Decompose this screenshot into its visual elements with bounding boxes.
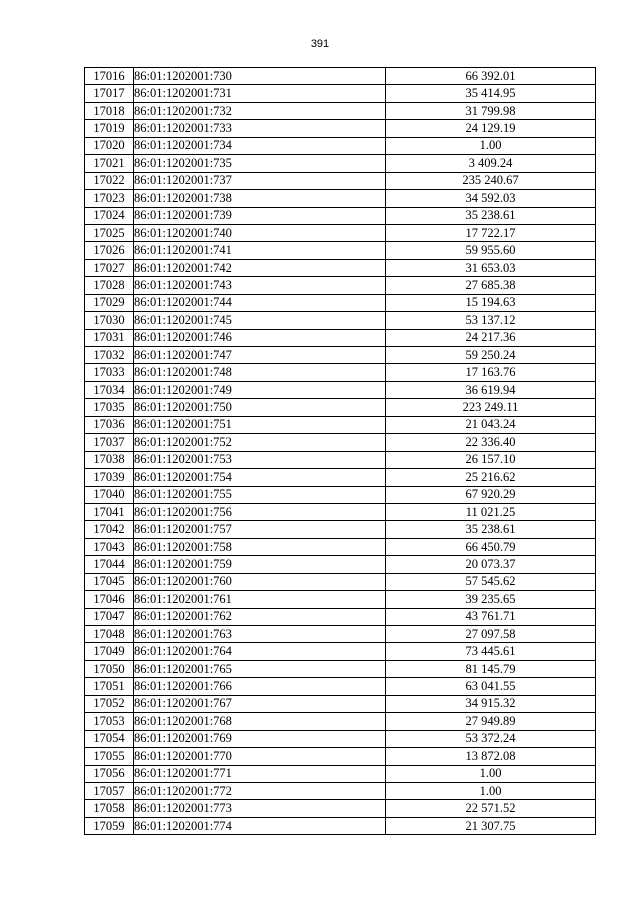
row-number-cell: 17046 xyxy=(85,591,134,608)
row-number-cell: 17039 xyxy=(85,469,134,486)
table-row xyxy=(85,347,596,364)
table-row xyxy=(85,521,596,538)
table-row xyxy=(85,329,596,346)
row-number-cell: 17018 xyxy=(85,102,134,119)
table-row xyxy=(85,381,596,398)
cadastral-number-cell: 86:01:1202001:766 xyxy=(134,678,386,695)
value-cell: 26 157.10 xyxy=(386,451,596,468)
value-cell: 21 307.75 xyxy=(386,817,596,834)
table-row xyxy=(85,242,596,259)
cadastral-number-cell: 86:01:1202001:734 xyxy=(134,137,386,154)
value-cell: 66 392.01 xyxy=(386,68,596,85)
row-number-cell: 17054 xyxy=(85,730,134,747)
value-cell: 43 761.71 xyxy=(386,608,596,625)
table-row xyxy=(85,120,596,137)
row-number-cell: 17037 xyxy=(85,434,134,451)
page-number: 391 xyxy=(310,38,330,50)
value-cell: 66 450.79 xyxy=(386,538,596,555)
value-cell: 34 592.03 xyxy=(386,190,596,207)
row-number-cell: 17029 xyxy=(85,294,134,311)
table-row xyxy=(85,172,596,189)
cadastral-number-cell: 86:01:1202001:769 xyxy=(134,730,386,747)
row-number-cell: 17034 xyxy=(85,381,134,398)
table-row xyxy=(85,678,596,695)
cadastral-number-cell: 86:01:1202001:767 xyxy=(134,695,386,712)
cadastral-number-cell: 86:01:1202001:747 xyxy=(134,347,386,364)
table-row xyxy=(85,137,596,154)
value-cell: 36 619.94 xyxy=(386,381,596,398)
table-row xyxy=(85,556,596,573)
table-row xyxy=(85,190,596,207)
value-cell: 11 021.25 xyxy=(386,503,596,520)
row-number-cell: 17026 xyxy=(85,242,134,259)
row-number-cell: 17021 xyxy=(85,155,134,172)
cadastral-number-cell: 86:01:1202001:739 xyxy=(134,207,386,224)
table-row xyxy=(85,608,596,625)
row-number-cell: 17028 xyxy=(85,277,134,294)
cadastral-number-cell: 86:01:1202001:765 xyxy=(134,660,386,677)
value-cell: 53 372.24 xyxy=(386,730,596,747)
value-cell: 27 949.89 xyxy=(386,713,596,730)
row-number-cell: 17053 xyxy=(85,713,134,730)
value-cell: 15 194.63 xyxy=(386,294,596,311)
value-cell: 35 414.95 xyxy=(386,85,596,102)
cadastral-number-cell: 86:01:1202001:771 xyxy=(134,765,386,782)
row-number-cell: 17032 xyxy=(85,347,134,364)
value-cell: 22 571.52 xyxy=(386,800,596,817)
table-row xyxy=(85,643,596,660)
cadastral-number-cell: 86:01:1202001:756 xyxy=(134,503,386,520)
cadastral-number-cell: 86:01:1202001:768 xyxy=(134,713,386,730)
row-number-cell: 17033 xyxy=(85,364,134,381)
cadastral-number-cell: 86:01:1202001:759 xyxy=(134,556,386,573)
cadastral-number-cell: 86:01:1202001:757 xyxy=(134,521,386,538)
value-cell: 39 235.65 xyxy=(386,591,596,608)
cadastral-number-cell: 86:01:1202001:761 xyxy=(134,591,386,608)
row-number-cell: 17016 xyxy=(85,68,134,85)
cadastral-number-cell: 86:01:1202001:749 xyxy=(134,381,386,398)
table-row xyxy=(85,765,596,782)
row-number-cell: 17050 xyxy=(85,660,134,677)
cadastral-number-cell: 86:01:1202001:770 xyxy=(134,748,386,765)
cadastral-number-cell: 86:01:1202001:738 xyxy=(134,190,386,207)
cadastral-number-cell: 86:01:1202001:745 xyxy=(134,312,386,329)
value-cell: 17 722.17 xyxy=(386,224,596,241)
row-number-cell: 17031 xyxy=(85,329,134,346)
cadastral-number-cell: 86:01:1202001:741 xyxy=(134,242,386,259)
row-number-cell: 17040 xyxy=(85,486,134,503)
table-row xyxy=(85,207,596,224)
value-cell: 57 545.62 xyxy=(386,573,596,590)
value-cell: 24 217.36 xyxy=(386,329,596,346)
table-row xyxy=(85,800,596,817)
table-row xyxy=(85,573,596,590)
row-number-cell: 17019 xyxy=(85,120,134,137)
cadastral-number-cell: 86:01:1202001:762 xyxy=(134,608,386,625)
value-cell: 73 445.61 xyxy=(386,643,596,660)
cadastral-number-cell: 86:01:1202001:755 xyxy=(134,486,386,503)
value-cell: 63 041.55 xyxy=(386,678,596,695)
cadastral-number-cell: 86:01:1202001:737 xyxy=(134,172,386,189)
table-row xyxy=(85,277,596,294)
value-cell: 13 872.08 xyxy=(386,748,596,765)
cadastral-number-cell: 86:01:1202001:750 xyxy=(134,399,386,416)
table-row xyxy=(85,364,596,381)
cadastral-number-cell: 86:01:1202001:732 xyxy=(134,102,386,119)
value-cell: 59 955.60 xyxy=(386,242,596,259)
cadastral-number-cell: 86:01:1202001:758 xyxy=(134,538,386,555)
table-row xyxy=(85,312,596,329)
value-cell: 25 216.62 xyxy=(386,469,596,486)
row-number-cell: 17036 xyxy=(85,416,134,433)
table-row xyxy=(85,399,596,416)
row-number-cell: 17057 xyxy=(85,782,134,799)
row-number-cell: 17043 xyxy=(85,538,134,555)
table-row xyxy=(85,68,596,85)
value-cell: 81 145.79 xyxy=(386,660,596,677)
table-row xyxy=(85,451,596,468)
cadastral-number-cell: 86:01:1202001:764 xyxy=(134,643,386,660)
value-cell: 31 799.98 xyxy=(386,102,596,119)
table-row xyxy=(85,695,596,712)
value-cell: 31 653.03 xyxy=(386,259,596,276)
value-cell: 1.00 xyxy=(386,782,596,799)
value-cell: 22 336.40 xyxy=(386,434,596,451)
row-number-cell: 17022 xyxy=(85,172,134,189)
value-cell: 1.00 xyxy=(386,765,596,782)
table-row xyxy=(85,817,596,834)
cadastral-number-cell: 86:01:1202001:760 xyxy=(134,573,386,590)
row-number-cell: 17047 xyxy=(85,608,134,625)
value-cell: 27 097.58 xyxy=(386,626,596,643)
cadastral-number-cell: 86:01:1202001:735 xyxy=(134,155,386,172)
table-row xyxy=(85,486,596,503)
cadastral-number-cell: 86:01:1202001:751 xyxy=(134,416,386,433)
row-number-cell: 17049 xyxy=(85,643,134,660)
value-cell: 67 920.29 xyxy=(386,486,596,503)
table-row xyxy=(85,538,596,555)
row-number-cell: 17055 xyxy=(85,748,134,765)
cadastral-number-cell: 86:01:1202001:731 xyxy=(134,85,386,102)
cadastral-number-cell: 86:01:1202001:753 xyxy=(134,451,386,468)
cadastral-number-cell: 86:01:1202001:744 xyxy=(134,294,386,311)
row-number-cell: 17048 xyxy=(85,626,134,643)
table-row xyxy=(85,224,596,241)
cadastral-number-cell: 86:01:1202001:772 xyxy=(134,782,386,799)
cadastral-number-cell: 86:01:1202001:743 xyxy=(134,277,386,294)
cadastral-number-cell: 86:01:1202001:763 xyxy=(134,626,386,643)
table-row xyxy=(85,660,596,677)
value-cell: 27 685.38 xyxy=(386,277,596,294)
table-row xyxy=(85,102,596,119)
table-row xyxy=(85,730,596,747)
row-number-cell: 17058 xyxy=(85,800,134,817)
cadastral-number-cell: 86:01:1202001:746 xyxy=(134,329,386,346)
row-number-cell: 17023 xyxy=(85,190,134,207)
table-row xyxy=(85,503,596,520)
value-cell: 17 163.76 xyxy=(386,364,596,381)
table-row xyxy=(85,259,596,276)
row-number-cell: 17025 xyxy=(85,224,134,241)
cadastral-number-cell: 86:01:1202001:733 xyxy=(134,120,386,137)
value-cell: 34 915.32 xyxy=(386,695,596,712)
cadastral-number-cell: 86:01:1202001:754 xyxy=(134,469,386,486)
value-cell: 53 137.12 xyxy=(386,312,596,329)
table-row xyxy=(85,626,596,643)
row-number-cell: 17056 xyxy=(85,765,134,782)
value-cell: 235 240.67 xyxy=(386,172,596,189)
value-cell: 21 043.24 xyxy=(386,416,596,433)
table-row xyxy=(85,416,596,433)
value-cell: 24 129.19 xyxy=(386,120,596,137)
value-cell: 35 238.61 xyxy=(386,207,596,224)
row-number-cell: 17024 xyxy=(85,207,134,224)
row-number-cell: 17044 xyxy=(85,556,134,573)
row-number-cell: 17059 xyxy=(85,817,134,834)
value-cell: 35 238.61 xyxy=(386,521,596,538)
row-number-cell: 17052 xyxy=(85,695,134,712)
table-row xyxy=(85,748,596,765)
value-cell: 59 250.24 xyxy=(386,347,596,364)
row-number-cell: 17051 xyxy=(85,678,134,695)
cadastral-number-cell: 86:01:1202001:773 xyxy=(134,800,386,817)
table-row xyxy=(85,469,596,486)
table-row xyxy=(85,155,596,172)
row-number-cell: 17035 xyxy=(85,399,134,416)
row-number-cell: 17042 xyxy=(85,521,134,538)
value-cell: 20 073.37 xyxy=(386,556,596,573)
row-number-cell: 17030 xyxy=(85,312,134,329)
table-row xyxy=(85,434,596,451)
value-cell: 3 409.24 xyxy=(386,155,596,172)
table-row xyxy=(85,591,596,608)
row-number-cell: 17041 xyxy=(85,503,134,520)
row-number-cell: 17038 xyxy=(85,451,134,468)
cadastral-number-cell: 86:01:1202001:742 xyxy=(134,259,386,276)
cadastral-number-cell: 86:01:1202001:774 xyxy=(134,817,386,834)
cadastral-number-cell: 86:01:1202001:740 xyxy=(134,224,386,241)
table-row xyxy=(85,713,596,730)
table-row xyxy=(85,782,596,799)
cadastral-number-cell: 86:01:1202001:752 xyxy=(134,434,386,451)
row-number-cell: 17027 xyxy=(85,259,134,276)
cadastral-number-cell: 86:01:1202001:730 xyxy=(134,68,386,85)
table-row xyxy=(85,294,596,311)
table-row xyxy=(85,85,596,102)
cadastral-number-cell: 86:01:1202001:748 xyxy=(134,364,386,381)
value-cell: 223 249.11 xyxy=(386,399,596,416)
row-number-cell: 17045 xyxy=(85,573,134,590)
value-cell: 1.00 xyxy=(386,137,596,154)
row-number-cell: 17017 xyxy=(85,85,134,102)
cadastral-value-table xyxy=(84,67,596,835)
table-body xyxy=(85,68,596,835)
row-number-cell: 17020 xyxy=(85,137,134,154)
